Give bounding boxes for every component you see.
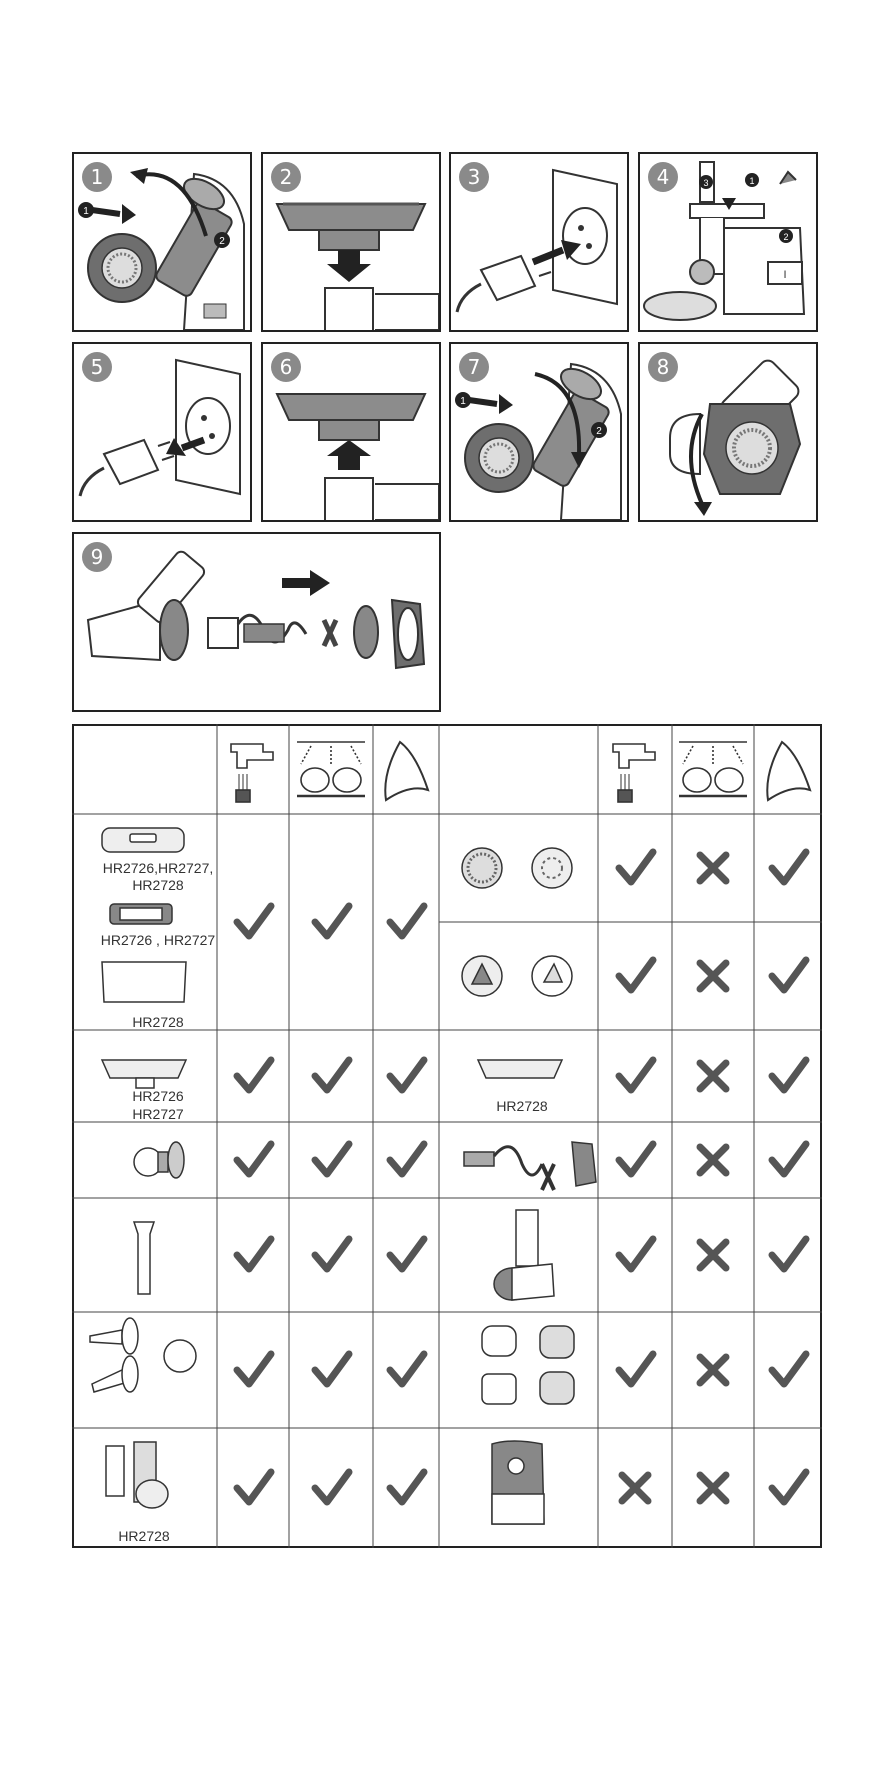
step-panel-4 xyxy=(638,152,818,332)
callout-1: 1 xyxy=(83,206,89,217)
reassemble-head-illustration xyxy=(451,344,627,520)
tray-models-label: HR2726 xyxy=(132,1088,184,1104)
holder-models-label: HR2726 , HR2727 xyxy=(100,932,216,948)
operate-illustration xyxy=(640,154,816,330)
box-model-label: HR2728 xyxy=(132,1014,184,1030)
callout-2: 2 xyxy=(596,426,602,437)
step-number-badge: 6 xyxy=(271,352,301,382)
remove-tray-illustration xyxy=(263,154,439,330)
unscrew-ring-illustration xyxy=(640,344,816,520)
exploded-parts-illustration xyxy=(74,534,439,710)
cleaning-table xyxy=(72,724,822,1548)
plug-in-illustration xyxy=(451,154,627,330)
pusher-model-label: HR2728 xyxy=(118,1528,170,1544)
remove-head-illustration xyxy=(74,154,250,330)
step-number-badge: 3 xyxy=(459,162,489,192)
step-panel-6 xyxy=(261,342,441,522)
callout-1: 1 xyxy=(749,176,755,186)
step-panel-2 xyxy=(261,152,441,332)
step-number-badge: 4 xyxy=(648,162,678,192)
step-panel-8 xyxy=(638,342,818,522)
step-number-badge: 1 xyxy=(82,162,112,192)
tray-right-model-label: HR2728 xyxy=(496,1098,548,1114)
lid-models-label-2: HR2728 xyxy=(132,877,184,893)
tray-models-label-2: HR2727 xyxy=(132,1106,184,1122)
power-switch-label: I xyxy=(783,269,787,281)
callout-2: 2 xyxy=(219,236,225,247)
step-panel-1 xyxy=(72,152,252,332)
step-number-badge: 7 xyxy=(459,352,489,382)
step-panel-9 xyxy=(72,532,441,712)
unplug-illustration xyxy=(74,344,250,520)
callout-1: 1 xyxy=(460,396,466,407)
step-number-badge: 8 xyxy=(648,352,678,382)
callout-3: 3 xyxy=(703,178,709,188)
step-panel-7 xyxy=(449,342,629,522)
step-number-badge: 9 xyxy=(82,542,112,572)
step-panel-5 xyxy=(72,342,252,522)
step-number-badge: 5 xyxy=(82,352,112,382)
attach-tray-illustration xyxy=(263,344,439,520)
step-number-badge: 2 xyxy=(271,162,301,192)
callout-2: 2 xyxy=(783,232,789,242)
lid-models-label: HR2726,HR2727, xyxy=(102,860,214,876)
step-panel-3 xyxy=(449,152,629,332)
